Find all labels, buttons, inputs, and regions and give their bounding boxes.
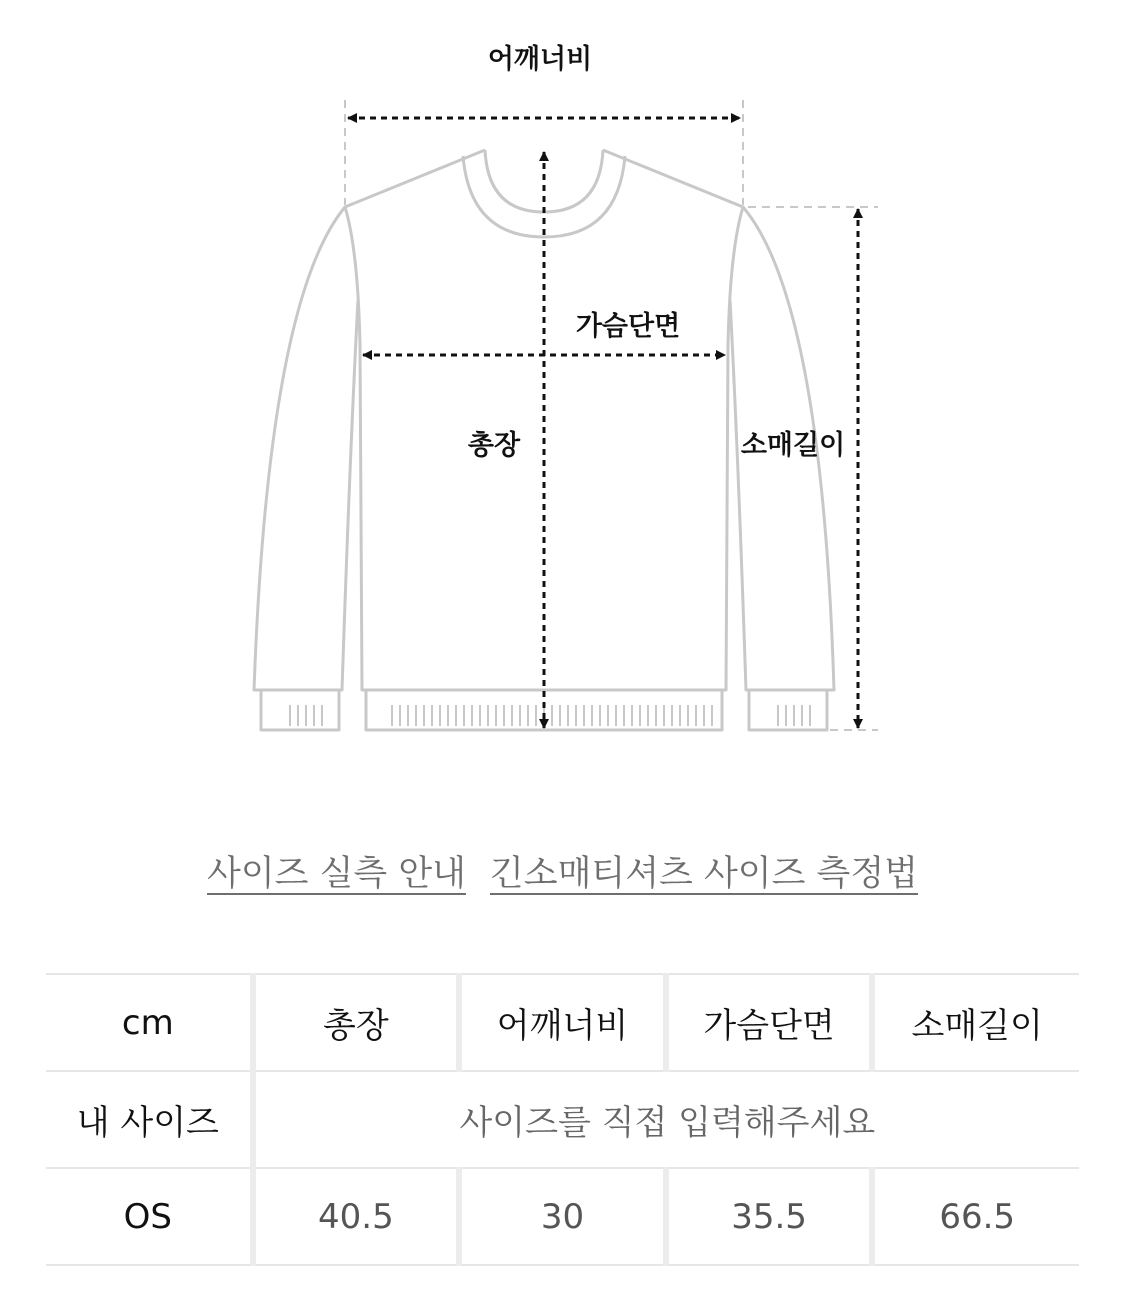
size-guide-link[interactable]: 사이즈 실측 안내 (207, 854, 466, 894)
chest-label: 가슴단면 (575, 311, 681, 342)
my-size-label: 내 사이즈 (46, 1071, 253, 1168)
collar-inner (485, 150, 603, 212)
rib-lines (290, 705, 810, 726)
sleeve-length-value: 66.5 (872, 1168, 1079, 1265)
size-table (46, 973, 1079, 1266)
total-length-value: 40.5 (253, 1168, 460, 1265)
shoulder-value: 30 (459, 1168, 666, 1265)
left-cuff (261, 690, 339, 730)
guide-lines (345, 100, 878, 730)
right-cuff (749, 690, 827, 730)
shoulder-label: 어깨너비 (487, 44, 593, 75)
left-sleeve (254, 207, 358, 690)
chest-value: 35.5 (666, 1168, 873, 1265)
sleeve-length-header: 소매길이 (872, 974, 1079, 1071)
unit-header: cm (46, 974, 253, 1071)
chest-header: 가슴단면 (666, 974, 873, 1071)
measurement-method-link[interactable]: 긴소매티셔츠 사이즈 측정법 (489, 854, 918, 894)
total-length-label: 총장 (467, 430, 521, 461)
table-row (46, 1168, 1079, 1265)
my-size-row (46, 1071, 1079, 1168)
sleeve-length-label: 소매길이 (740, 430, 846, 461)
size-name-cell: OS (46, 1168, 253, 1265)
total-length-header: 총장 (253, 974, 460, 1071)
size-guide-links (0, 846, 1125, 906)
shoulder-header: 어깨너비 (459, 974, 666, 1071)
size-table-header-row (46, 974, 1079, 1071)
my-size-input[interactable]: 사이즈를 직접 입력해주세요 (253, 1071, 1079, 1168)
